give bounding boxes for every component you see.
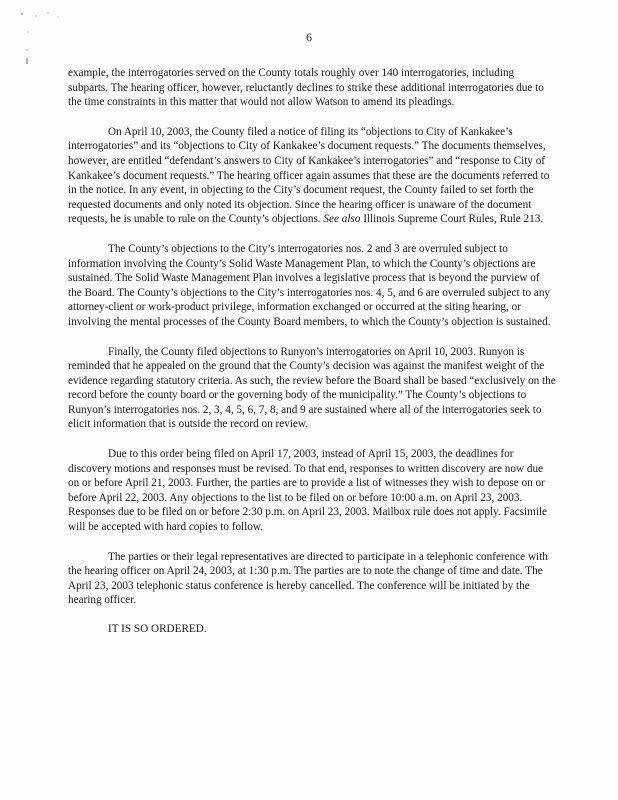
page-number: 6 bbox=[306, 30, 312, 44]
citation-signal: See also bbox=[323, 213, 361, 226]
paragraph-interrogatory-count: example, the interrogatories served on the County totals roughly over 140 interrogatories, including subparts. The hearing officer, however, reluctantly declines to strike these additional interrogatories due to the time constraints in this matter that would not allow Watson to amend its pleadings. bbox=[68, 67, 544, 109]
order-body bbox=[68, 66, 556, 635]
citation-text: Illinois Supreme Court Rules, Rule 213. bbox=[363, 213, 544, 226]
paragraph-runyon-objections: Finally, the County filed objections to Runyon’s interrogatories on April 10, 2003. Runyon is reminded that he appealed on the ground that the County’s decision was against the manifest weight of the evidence regarding statutory criteria. As such, the review before the Board shall be based “exclusively on the record before the county board or the governing body of the municipality.” The County’s objections to Runyon’s interrogatories nos. 2, 3, 4, 5, 6, 7, 8, and 9 are sustained where all of the interrogatories seek to elicit information that is outside the record on review. bbox=[68, 345, 556, 431]
paragraph-city-interrogatory-rulings: The County’s objections to the City’s interrogatories nos. 2 and 3 are overruled subject to information involving the County’s Solid Waste Management Plan, to which the County’s objections are sustained. The Solid Waste Management Plan involves a legislative process that is beyond the purview of the Board. The County’s objections to the City’s interrogatories nos. 4, 5, and 6 are overruled subject to any attorney-client or work-product privilege, information exchanged or occurred at the siting hearing, or involving the mental processes of the County Board members, to which the County’s objection is sustained. bbox=[68, 242, 551, 328]
closing-order-statement: IT IS SO ORDERED. bbox=[108, 623, 207, 635]
paragraph-text: On April 10, 2003, the County filed a notice of filing its “objections to City of Kankakee’s interrogatories” and its “objections to City of Kankakee’s document requests.” The documents themselves, however, are entitled “defendant’s answers to City of Kankakee’s interrogatories” and “response to City of Kankakee’s document requests.” The hearing officer again assumes that these are the documents referred to in the notice. In any event, in objecting to the City’s document request, the County failed to set forth the requested documents and only noted its objection. Since the hearing officer is unaware of the document requests, he is unable to rule on the County’s objections. bbox=[68, 125, 550, 226]
paragraph-telephonic-conference: The parties or their legal representatives are directed to participate in a telephonic conference with the hearing officer on April 24, 2003, at 1:30 p.m. The parties are to note the change of time and date. The April 23, 2003 telephonic status conference is hereby cancelled. The conference will be initiated by the hearing officer. bbox=[68, 550, 548, 607]
paragraph-county-objections-city bbox=[68, 125, 556, 227]
paragraph-discovery-deadlines: Due to this order being filed on April 17, 2003, instead of April 15, 2003, the deadlines for discovery motions and responses must be revised. To that end, responses to written discovery are now due on or before April 21, 2003. Further, the parties are to provide a list of witnesses they wish to depose on or before April 22, 2003. Any objections to the list to be filed on or before 10:00 a.m. on April 23, 2003. Responses due to be filed on or before 2:30 p.m. on April 23, 2003. Mailbox rule does not apply. Facsimile will be accepted with hard copies to follow. bbox=[68, 448, 548, 534]
